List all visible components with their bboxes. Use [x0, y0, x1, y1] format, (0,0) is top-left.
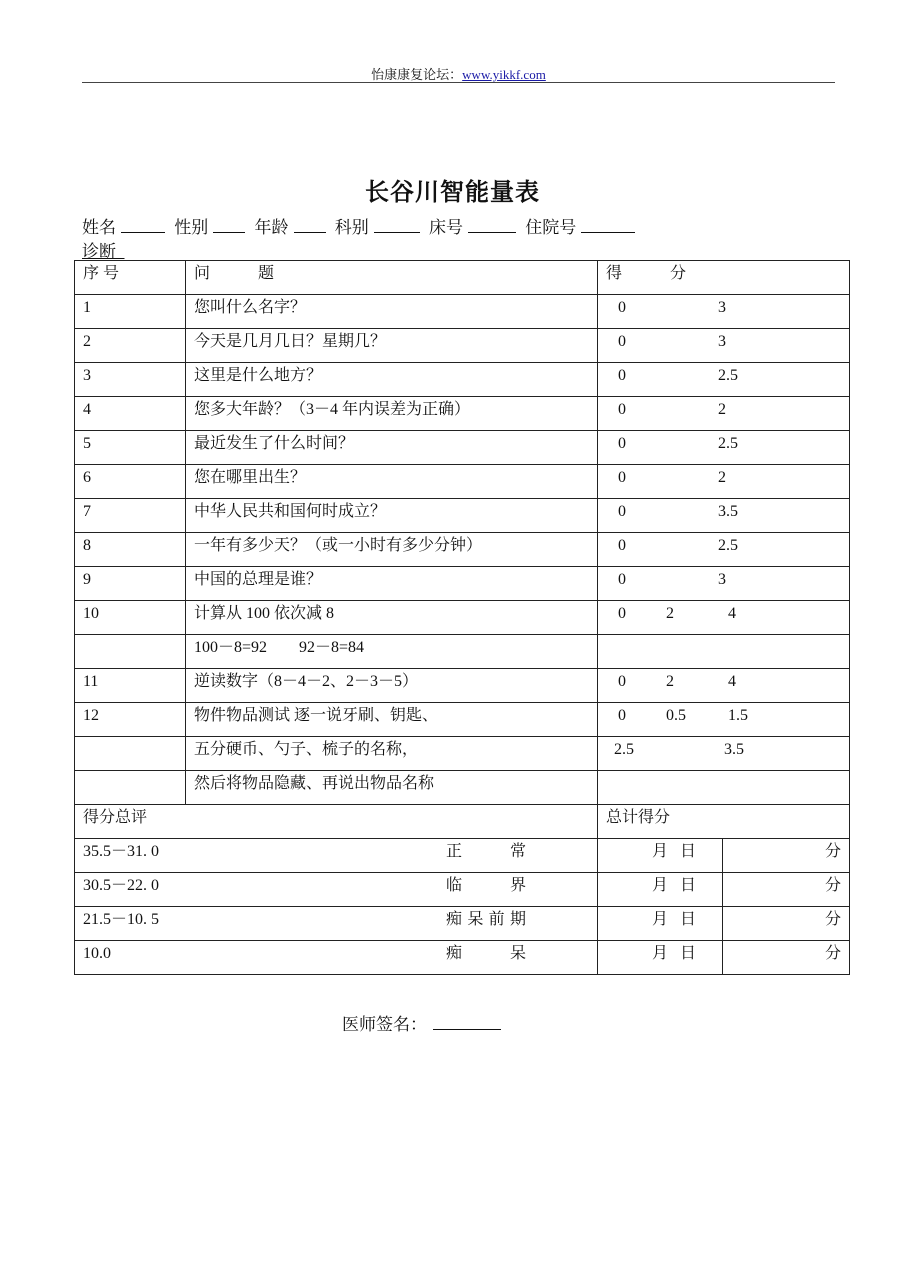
question-row	[75, 533, 850, 567]
question-row	[75, 499, 850, 533]
score-options	[598, 601, 850, 635]
question-number: 10	[75, 601, 186, 635]
question-text: 今天是几月几日？星期几？	[186, 329, 598, 363]
signature-field[interactable]	[433, 1015, 501, 1030]
score-options	[598, 635, 850, 669]
form-title: 长谷川智能量表	[365, 178, 540, 206]
grade-description	[75, 907, 598, 941]
header-prefix: 怡康康复论坛：	[371, 67, 463, 82]
question-number: 6	[75, 465, 186, 499]
question-row	[75, 329, 850, 363]
score-cell[interactable]	[723, 873, 850, 907]
grade-range: 35.5－31. 0	[83, 843, 160, 860]
total-score-label: 总计得分	[598, 805, 850, 839]
score-value[interactable]: 2.5	[614, 741, 634, 758]
header-no: 序 号	[75, 261, 186, 295]
score-value[interactable]: 0	[618, 401, 626, 418]
question-row	[75, 703, 850, 737]
inpatient-label: 住院号	[525, 218, 577, 237]
question-number: 8	[75, 533, 186, 567]
score-options	[598, 703, 850, 737]
score-value[interactable]: 0.5	[666, 707, 686, 724]
month-label: 月	[652, 877, 669, 894]
table-header-row	[75, 261, 850, 295]
date-cell[interactable]	[598, 941, 723, 975]
grade-row	[75, 907, 850, 941]
score-options	[598, 737, 850, 771]
question-text: 中国的总理是谁？	[186, 567, 598, 601]
name-field[interactable]	[121, 218, 165, 233]
score-options	[598, 669, 850, 703]
forum-link[interactable]: www.yikkf.com	[462, 67, 546, 82]
question-number	[75, 635, 186, 669]
question-number: 5	[75, 431, 186, 465]
points-unit: 分	[825, 945, 842, 962]
grade-description	[75, 839, 598, 873]
grade-range: 30.5－22. 0	[83, 877, 160, 894]
grade-row	[75, 873, 850, 907]
score-options	[598, 567, 850, 601]
score-options	[598, 397, 850, 431]
question-number	[75, 737, 186, 771]
question-row	[75, 431, 850, 465]
grade-label: 临界	[446, 877, 526, 894]
doctor-signature	[342, 1010, 501, 1035]
date-cell[interactable]	[598, 873, 723, 907]
score-value[interactable]: 2	[666, 673, 674, 690]
question-number: 9	[75, 567, 186, 601]
diagnosis-label[interactable]: 诊断	[82, 242, 116, 261]
score-options	[598, 363, 850, 397]
question-number: 3	[75, 363, 186, 397]
score-value[interactable]: 0	[618, 435, 626, 452]
question-row	[75, 465, 850, 499]
age-label: 年龄	[254, 218, 289, 237]
score-options	[598, 533, 850, 567]
question-row	[75, 669, 850, 703]
signature-label: 医师签名：	[342, 1015, 427, 1034]
question-row	[75, 771, 850, 805]
question-text: 这里是什么地方？	[186, 363, 598, 397]
question-row	[75, 397, 850, 431]
grade-range: 21.5－10. 5	[83, 911, 160, 928]
score-value[interactable]: 2.5	[718, 435, 738, 452]
score-options	[598, 465, 850, 499]
score-value[interactable]: 3	[718, 333, 726, 350]
grade-row	[75, 839, 850, 873]
score-cell[interactable]	[723, 839, 850, 873]
score-value[interactable]: 0	[618, 333, 626, 350]
score-value[interactable]: 3.5	[718, 503, 738, 520]
sex-field[interactable]	[213, 218, 245, 233]
score-value[interactable]: 2.5	[718, 367, 738, 384]
score-value[interactable]: 3.5	[724, 741, 744, 758]
question-row	[75, 737, 850, 771]
score-value[interactable]: 0	[618, 571, 626, 588]
score-value[interactable]: 3	[718, 299, 726, 316]
score-value[interactable]: 0	[618, 469, 626, 486]
question-text: 100－8=92 92－8=84	[186, 635, 598, 669]
score-value[interactable]: 0	[618, 673, 626, 690]
score-value[interactable]: 0	[618, 537, 626, 554]
dept-label: 科别	[334, 218, 369, 237]
header-score: 得 分	[598, 261, 850, 295]
grade-label: 痴呆	[446, 945, 526, 962]
grade-description	[75, 873, 598, 907]
score-options	[598, 295, 850, 329]
question-text: 一年有多少天？（或一小时有多少分钟）	[186, 533, 598, 567]
question-number: 4	[75, 397, 186, 431]
question-number: 2	[75, 329, 186, 363]
score-value[interactable]: 0	[618, 503, 626, 520]
score-options	[598, 499, 850, 533]
score-options	[598, 329, 850, 363]
score-value[interactable]: 2	[666, 605, 674, 622]
page-header	[82, 64, 835, 83]
question-text: 逆读数字（8－4－2、2－3－5）	[186, 669, 598, 703]
question-number: 11	[75, 669, 186, 703]
question-text: 然后将物品隐藏、再说出物品名称	[186, 771, 598, 805]
score-cell[interactable]	[723, 907, 850, 941]
score-cell[interactable]	[723, 941, 850, 975]
score-value[interactable]: 0	[618, 605, 626, 622]
question-text: 物件物品测试 逐一说牙刷、钥匙、	[186, 703, 598, 737]
question-text: 最近发生了什么时间？	[186, 431, 598, 465]
grade-range: 10.0	[83, 945, 111, 962]
score-value[interactable]: 3	[718, 571, 726, 588]
score-value[interactable]: 1.5	[728, 707, 748, 724]
question-text: 您叫什么名字？	[186, 295, 598, 329]
grade-row	[75, 941, 850, 975]
score-value[interactable]: 0	[618, 367, 626, 384]
question-text: 您在哪里出生？	[186, 465, 598, 499]
sex-label: 性别	[174, 218, 209, 237]
question-row	[75, 567, 850, 601]
question-number: 1	[75, 295, 186, 329]
score-value[interactable]: 0	[618, 299, 626, 316]
points-unit: 分	[825, 911, 842, 928]
day-label: 日	[680, 877, 697, 894]
bed-field[interactable]	[468, 218, 516, 233]
question-number: 12	[75, 703, 186, 737]
assessment-table	[74, 260, 850, 975]
question-row	[75, 601, 850, 635]
score-value[interactable]: 4	[728, 605, 736, 622]
question-number: 7	[75, 499, 186, 533]
score-options	[598, 431, 850, 465]
score-value[interactable]: 4	[728, 673, 736, 690]
grade-label: 正常	[446, 843, 526, 860]
date-cell[interactable]	[598, 839, 723, 873]
question-text: 五分硬币、勺子、梳子的名称，	[186, 737, 598, 771]
header-divider	[82, 82, 835, 83]
header-question: 问 题	[186, 261, 598, 295]
summary-label: 得分总评	[75, 805, 598, 839]
score-value[interactable]: 2	[718, 401, 726, 418]
grade-description	[75, 941, 598, 975]
summary-row	[75, 805, 850, 839]
grade-label: 痴呆前期	[446, 911, 526, 928]
day-label: 日	[680, 945, 697, 962]
score-options	[598, 771, 850, 805]
question-row	[75, 363, 850, 397]
patient-info-line	[82, 213, 640, 238]
month-label: 月	[652, 843, 669, 860]
bed-label: 床号	[429, 218, 463, 237]
question-text: 计算从 100 依次减 8	[186, 601, 598, 635]
score-value[interactable]: 2.5	[718, 537, 738, 554]
question-text: 中华人民共和国何时成立？	[186, 499, 598, 533]
month-label: 月	[652, 911, 669, 928]
dept-field[interactable]	[374, 218, 420, 233]
question-number	[75, 771, 186, 805]
age-field[interactable]	[294, 218, 326, 233]
name-label: 姓名	[82, 218, 116, 237]
points-unit: 分	[825, 843, 842, 860]
question-row	[75, 635, 850, 669]
inpatient-field[interactable]	[581, 218, 635, 233]
month-label: 月	[652, 945, 669, 962]
date-cell[interactable]	[598, 907, 723, 941]
question-text: 您多大年龄？（3－4 年内误差为正确）	[186, 397, 598, 431]
day-label: 日	[680, 843, 697, 860]
score-value[interactable]: 0	[618, 707, 626, 724]
points-unit: 分	[825, 877, 842, 894]
score-value[interactable]: 2	[718, 469, 726, 486]
question-row	[75, 295, 850, 329]
day-label: 日	[680, 911, 697, 928]
